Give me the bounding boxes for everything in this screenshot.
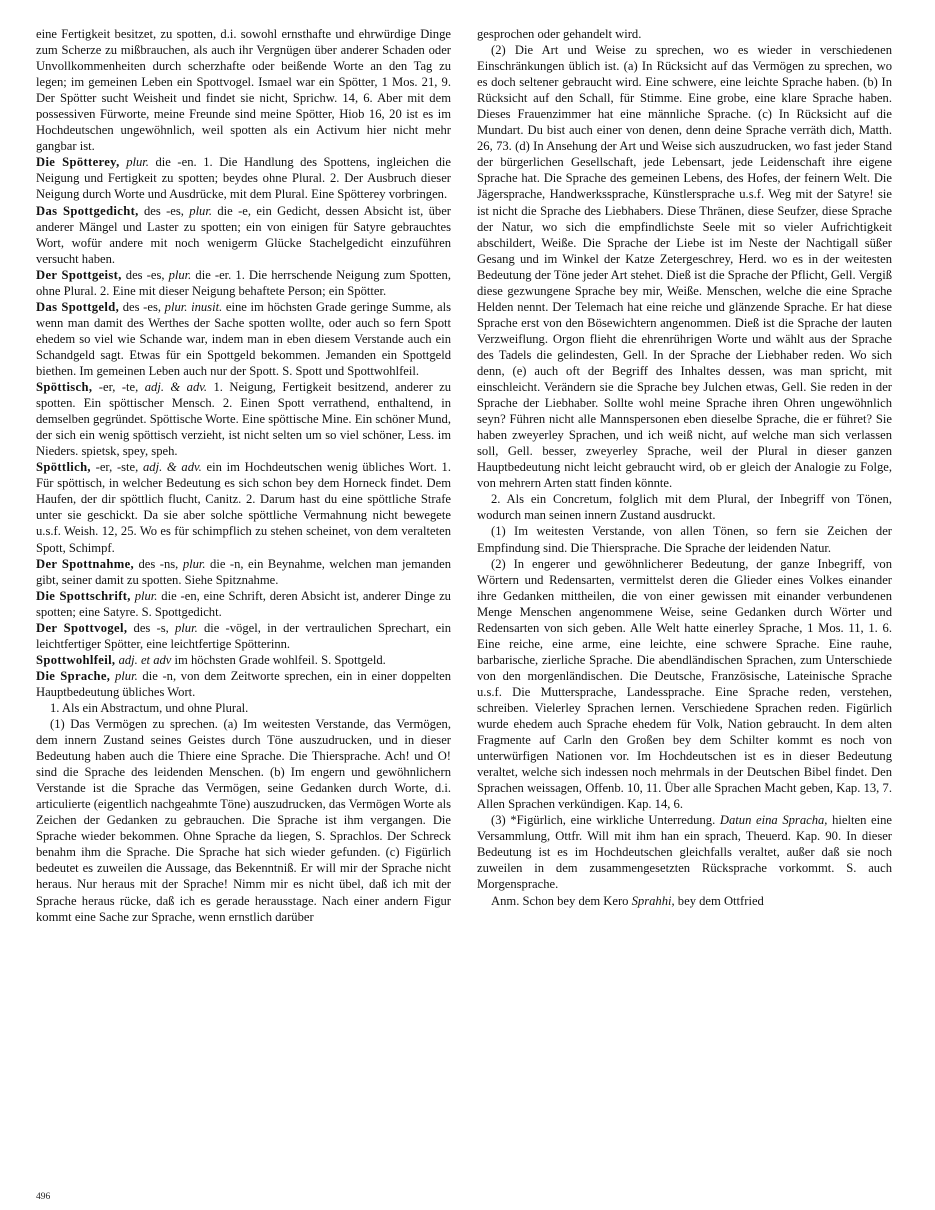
entry-pre-italic: des -ns, <box>134 556 183 571</box>
entry-headword: Die Spottschrift, <box>36 588 131 603</box>
sense-paragraph: (2) In engerer und gewöhnlicherer Bedeutung, der ganze Inbegriff, von Wörtern und Redensarten, vermittelst deren die Glieder eines Volkes einander ihre Gedanken mittheilen, die von einer gewissen mit einander verbundenen Menge Menschen angenommene Weise, seine Gedanken durch Wörter und Redensarten von sich geben. Alle Welt hatte einerley Sprache, 1 Mos. 11, 1. 6. Eine reiche, eine arme, eine leichte, eine schwere Sprache. Eine rauhe, barbarische, zierliche Sprache. Die abendländischen Sprachen, zum Unterschiede von den morgenländischen. Die Deutsche, Französische, Lateinische Sprache u.s.f. Die Muttersprache, Landessprache. Eine Sprache reden, verstehen, schreiben. Vielerley Sprachen lernen. Verschiedene Sprachen reden. Figürlich wurde ehedem auch Sprache ehedem für Volk, Nation gebraucht. In dem alten Fragmente auf Carln den Großen bey dem Schilter kommt es noch von unterwürfigen Nationen vor. Im Hochdeutschen ist es in dieser Bedeutung veraltet, welche sich indessen noch mehrmals in der Deutschen Bibel findet. Den Sprachen weissagen, Offenb. 10, 11. Über alle Sprachen Macht geben, Kap. 13, 7. Allen Sprachen verkündigen. Kap. 14, 6. <box>477 556 892 812</box>
dictionary-entry <box>36 620 451 652</box>
entry-body: die -e, ein Gedicht, dessen Absicht ist, über anderer Mängel und Laster zu spotten; ein von einigen für Satyre gebrauchtes Wort, wofür andere mit noch wenigerm Glücke Stachelgedicht einzuführen versucht haben. <box>36 203 451 266</box>
entry-grammar-italic: plur. <box>182 556 206 571</box>
paragraph: gesprochen oder gehandelt wird. <box>477 27 642 41</box>
left-column <box>36 26 451 1171</box>
entry-headword: Das Spottgeld, <box>36 299 120 314</box>
entry-grammar-italic: plur. <box>174 620 198 635</box>
dictionary-entry <box>36 299 451 379</box>
entry-pre-italic: -er, -ste, <box>90 460 143 475</box>
dictionary-entry <box>36 379 451 459</box>
entry-grammar-italic: plur. inusit. <box>164 299 223 314</box>
entry-headword: Spöttlich, <box>36 460 91 475</box>
entry-grammar-italic: plur. <box>114 668 138 683</box>
entry-pre-italic: des -es, <box>121 267 169 282</box>
entry-body: 1. Neigung, Fertigkeit besitzend, anderer zu spotten. Ein spöttischer Mensch. 2. Einen Spott verrathend, enthaltend, in demselben gegründet. Spöttische Worte. Eine spöttische Mine. Ein schöner Mund, der sich ein wenig spöttisch verzieht, ist nicht selten um so viel schöner, Less. im Nieders. spietsk, spey, speh. <box>36 380 452 459</box>
entry-headword: Die Spötterey, <box>36 155 120 170</box>
entry-body: eine im höchsten Grade geringe Summe, als wenn man damit des Werthes der Sache spotten wollte, oder auch so fern Spott ehedem so viel wie Schande war, indem man in eben diesem Verstande auch ein Schandgeld sagt. Etwas für ein Spottgeld bekommen. Jemanden ein Spottgeld biethen. Im gemeinen Leben auch nur der Spott. S. Spott und Spottwohlfeil. <box>36 299 451 378</box>
dictionary-entry <box>36 459 451 555</box>
entry-headword: Der Spottnahme, <box>36 556 135 571</box>
entry-grammar-italic: adj. et adv <box>118 652 172 667</box>
old-high-german-italic: Sprahhi, <box>631 893 675 908</box>
paragraph: eine Fertigkeit besitzet, zu spotten, d.i. sowohl ernsthafte und ehrwürdige Dinge zum Scherze zu mißbrauchen, als auch ihr Vergnügen über anderer Schaden oder Unvollkommenheiten durch scherzhafte oder beißende Worte an den Tag zu legen; im gemeinen Leben ein Spottvogel. Ismael war ein Spötter, 1 Mos. 21, 9. Der Spötter sucht Weisheit und findet sie nicht, Sprichw. 14, 6. Aber mit dem possessiven Fürworte, meine Freunde sind meine Spötter, Hiob 16, 20 ist es im Hochdeutschen ungewöhnlich, weil spotten als ein Activum hier nicht mehr gangbar ist. <box>36 27 451 154</box>
entry-body: die -er. 1. Die herrschende Neigung zum Spotten, ohne Plural. 2. Eine mit dieser Neigung behaftete Person; ein Spötter. <box>36 267 451 298</box>
dictionary-entry <box>36 588 451 620</box>
dictionary-entry <box>36 652 451 668</box>
entry-pre-italic: des -es, <box>138 203 190 218</box>
entry-headword: Spottwohlfeil, <box>36 652 116 667</box>
entry-pre-italic: des -s, <box>127 620 175 635</box>
entry-body: die -en, eine Schrift, deren Absicht ist, anderer Dinge zu spotten; eine Satyre. S. Spottgedicht. <box>36 588 451 619</box>
latin-citation-italic: Datun eina Spracha, <box>719 813 828 828</box>
dictionary-entry <box>36 203 451 267</box>
sense-paragraph: 1. Als ein Abstractum, und ohne Plural. <box>50 700 249 715</box>
entry-headword: Spöttisch, <box>36 380 93 395</box>
entry-body: die -vögel, in der vertraulichen Sprechart, ein leichtfertiger Spötter, eine leichtfertige Spötterinn. <box>36 620 451 651</box>
dictionary-entry <box>36 154 451 202</box>
sense-paragraph: 2. Als ein Concretum, folglich mit dem Plural, der Inbegriff von Tönen, wodurch man seinen innern Zustand ausdruckt. <box>477 492 892 523</box>
entry-body: im höchsten Grade wohlfeil. S. Spottgeld. <box>171 652 386 667</box>
right-column <box>477 26 892 1171</box>
entry-headword: Der Spottgeist, <box>36 267 122 282</box>
sense-paragraph: (2) Die Art und Weise zu sprechen, wo es wieder in verschiedenen Einschränkungen üblich ist. (a) In Rücksicht auf das Vermögen zu sprechen, wo es doch seltener gebraucht wird. Eine schwere, eine leichte Sprache haben. (b) In Rücksicht auf den Schall, für Stimme. Eine grobe, eine klare Sprache haben. Dieses Frauenzimmer hat eine männliche Sprache. (c) In Rücksicht auf die Mundart. Du bist auch einer von denen, denn deine Sprache verräth dich, Matth. 26, 73. (d) In Ansehung der Art und Weise sich auszudrucken, wo fast jeder Stand der bürgerlichen Gesellschaft, jede Lebensart, jede Leidenschaft ihre eigene Sprache hat. Die Sprache des gemeinen Lebens, des Hofes, der feinern Welt. Die Jägersprache, Handwerkssprache, Künstlersprache u.s.f. Weg mit der Satyre! sie ist nicht die Sprache des Liebhabers. Diese Thränen, diese Seufzer, diese Sprache der Natur, wo sich die empfindlichste Seele mit so vieler Aufrichtigkeit abschildert, Weiße. Die Sprache der Liebe ist im Neste der Nachtigall süßer Gesang und im Winkel der Katze Zetergeschrey, Herd. wo es in der weitesten Bedeutung der Töne jeder Art stehet. Dieß ist die Sprache der Pflicht, Gell. Vergiß diese gezwungene Sprache bey mir, Weiße. Menschen, welche die eine Sprache Helden nennt. Der Telemach hat eine reiche und glänzende Sprache. Er hat diese Sprache erst von den Bösewichtern angenommen. Dieß ist die Sprache der lauten Verzweiflung. Orgon flieht die ehrenrührigen Worte und wählt aus der Sprache des Tadels die gelindesten, Gell. In der Sprache der Liebhaber reden. Wo sich denn, (e) auch oft der Begriff des Inhaltes dessen, was man spricht, mit einschleicht. Verändern sie die Sprache bey Julchen etwas, Gell. Sie reden in der Sprache der Liebhaber. Sollte wohl meine Sprache ihren Ohren ungewöhnlich seyn? Führen nicht alle Mannspersonen eben dieselbe Sprache, die er führet? Sie haben zweyerley Sprachen, und ich weiß nicht, auf welche man sich verlassen soll, Gell. besser, zweyerley Sprache, weil der Plural in dieser ganzen Hauptbedeutung nicht leicht gebraucht wird, ob er gleich der Analogie zu Folge, von mehrern Arten statt finden könnte. <box>477 43 892 491</box>
entry-body: die -n, ein Beynahme, welchen man jemanden gibt, seiner damit zu spotten. Siehe Spitznahme. <box>36 556 451 587</box>
dictionary-entry <box>36 556 451 588</box>
sense-paragraph: (1) Im weitesten Verstande, von allen Tönen, so fern sie Zeichen der Empfindung sind. Die Thiersprache. Die Sprache der leidenden Natur. <box>477 524 892 555</box>
entry-headword: Der Spottvogel, <box>36 620 128 635</box>
sense-paragraph: (1) Das Vermögen zu sprechen. (a) Im weitesten Verstande, das Vermögen, dem innern Zustand seines Geistes durch Töne auszudrucken, und in dieser Bedeutung haben auch die Thiere eine Sprache. Die Thiersprache. Ach! und O! sind die Sprache des leidenden Menschen. (b) Im engern und gewöhnlichern Verstande ist die Sprache das Vermögen, seine Gedanken durch Worte, d.i. articulierte (eigentlich nachgeahmte Töne) auszudrucken, das Vermögen Worte als Zeichen der Gedanken zu gebrauchen. Die Sprache ist ihm vergangen. Die Sprache wieder bekommen. Ohne Sprache da liegen, S. Sprachlos. Der Schreck benahm ihm die Sprache. Die Sprache hat sich wieder gefunden. (c) Figürlich bedeutet es zuweilen die Aussage, das Bekenntniß. Er will mir der Sprache nicht heraus. Nur heraus mit der Sprache! Nimm mir es nicht übel, daß ich mit der Sprache heraus rücke, daß ich es gerade herausstage. Nach einer andern Figur kommt eine Sache zur Sprache, wenn ernstlich darüber <box>36 717 451 924</box>
dictionary-entry <box>36 267 451 299</box>
two-column-layout <box>36 26 901 1171</box>
entry-grammar-italic: plur. <box>126 155 149 170</box>
entry-body: die -n, von dem Zeitworte sprechen, ein in einer doppelten Hauptbedeutung übliches Wort. <box>36 668 451 699</box>
dictionary-entry <box>36 668 451 700</box>
entry-headword: Die Sprache, <box>36 668 111 683</box>
entry-grammar-italic: plur. <box>134 588 158 603</box>
entry-body: ein im Hochdeutschen wenig übliches Wort. 1. Für spöttisch, in welcher Bedeutung es sich schon bey dem Horneck findet. Dem Haufen, der dir spöttlich flucht, Canitz. 2. Darum hast du eine spöttliche Strafe unter sie geschickt. Da sie aber solche spöttliche Vermahnung nicht bewegete u.s.f. Weish. 12, 25. Wo es für schimpflich zu stehen scheinet, von dem veralteten Spott, Schimpf. <box>36 460 451 555</box>
entry-grammar-italic: plur. <box>168 267 192 282</box>
sense-paragraph: (3) *Figürlich, eine wirkliche Unterredung. Datun eina Spracha, hielten eine Versammlung, Ottfr. Will mit ihm han ein sprach, Theuerd. Kap. 90. In dieser Bedeutung ist es im Hochdeutschen gleichfalls veraltet, außer daß sie noch zuweilen in dem zusammengesetzten Rücksprache vorkommt. S. auch Morgensprache. <box>477 813 893 892</box>
entry-pre-italic: -er, -te, <box>92 380 145 395</box>
page-number: 496 <box>36 1192 51 1202</box>
entry-grammar-italic: adj. & adv. <box>144 380 208 395</box>
entry-grammar-italic: adj. & adv. <box>142 460 202 475</box>
entry-pre-italic: des -es, <box>119 299 165 314</box>
entry-headword: Das Spottgedicht, <box>36 203 139 218</box>
annotation-paragraph: Anm. Schon bey dem Kero Sprahhi, bey dem Ottfried <box>491 893 764 908</box>
entry-body: die -en. 1. Die Handlung des Spottens, ingleichen die Neigung und Fertigkeit zu spotten; beydes ohne Plural. 2. Der Ausbruch dieser Neigung durch Worte und Ausdrücke, mit dem Plural. Eine Spötterey vorbringen. <box>36 155 451 202</box>
entry-grammar-italic: plur. <box>189 203 213 218</box>
